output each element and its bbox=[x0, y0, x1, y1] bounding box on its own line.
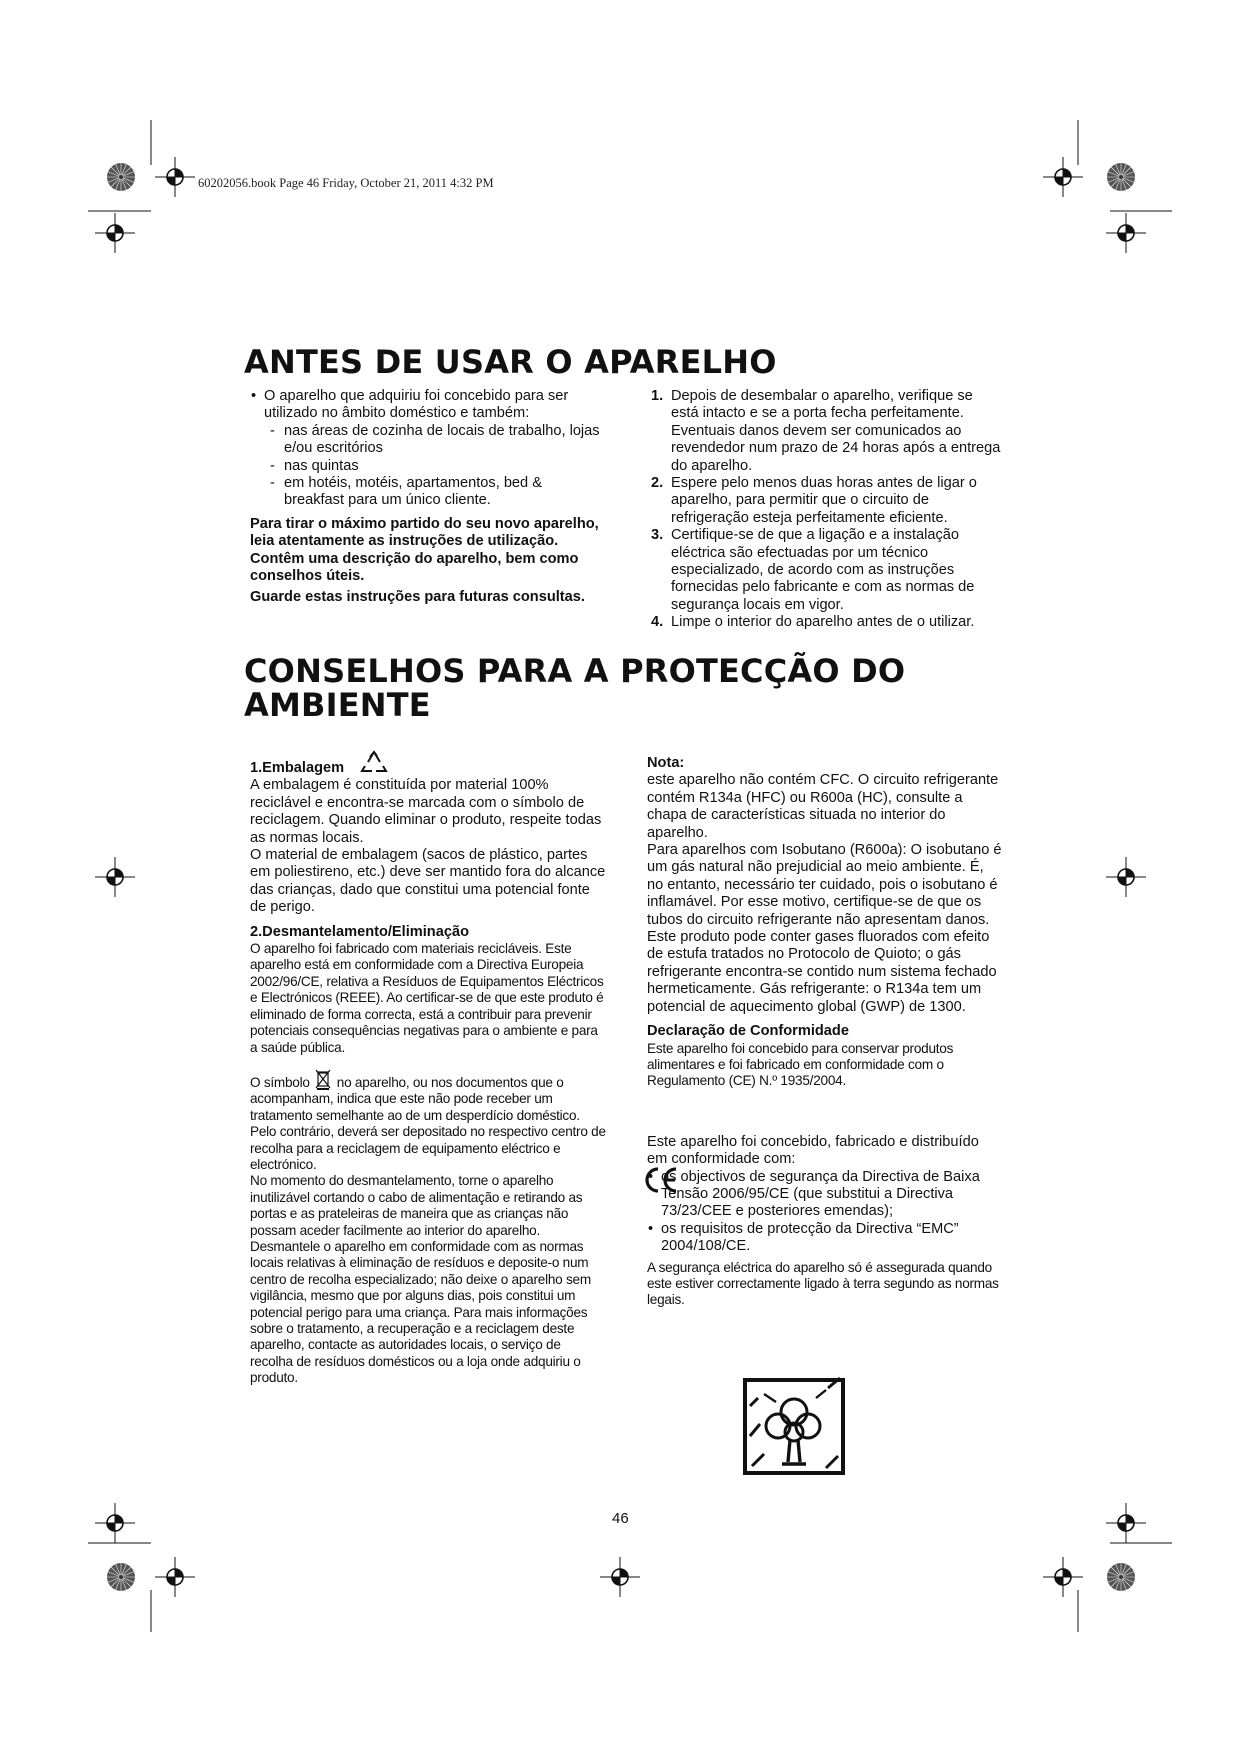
embalagem-heading bbox=[250, 750, 606, 777]
registration-mark-bottom-left bbox=[95, 1503, 135, 1543]
registration-mark-mid-left bbox=[95, 857, 135, 897]
step-item bbox=[651, 527, 1003, 614]
step-text: Depois de desembalar o aparelho, verifique se está intacto e se a porta fecha perfeitamente. Eventuais danos devem ser comunicados ao revendedor num prazo de 24 horas após a entrega do aparelho. bbox=[671, 388, 1001, 474]
page-number: 46 bbox=[612, 1510, 629, 1527]
ce-spacer bbox=[647, 1090, 1003, 1134]
registration-mark-top-left bbox=[155, 157, 195, 197]
step-item bbox=[651, 475, 1003, 527]
section2-left-column bbox=[250, 750, 606, 1387]
declaracao-bullet: • os objectivos de segurança da Directiva de Baixa Tensão 2006/95/CE (que substitui a Directiva 73/23/CEE e posteriores emendas); bbox=[647, 1169, 1003, 1221]
crossed-bin-icon bbox=[315, 1068, 331, 1090]
starburst-mark-top-left bbox=[106, 162, 136, 192]
step-number: 1. bbox=[651, 388, 664, 404]
intro-bullet-text: O aparelho que adquiriu foi concebido para ser utilizado no âmbito doméstico e também: bbox=[264, 388, 569, 422]
declaracao-paragraph-3: A segurança eléctrica do aparelho só é assegurada quando este estiver correctamente ligado à terra segundo as normas legais. bbox=[647, 1259, 999, 1308]
registration-mark-mid-right bbox=[1106, 857, 1146, 897]
simbolo-text-after: no aparelho, ou nos documentos que o acompanham, indica que este não pode receber um tratamento semelhante ao de um desperdício doméstico. Pelo contrário, deverá ser depositado no respectivo centro de recolha para a reciclagem de equipamento eléctrico e electrónico. bbox=[250, 1074, 606, 1172]
desmantelamento-paragraph-1: O aparelho foi fabricado com materiais recicláveis. Este aparelho está em conformidade com a Directiva Europeia 2002/96/CE, relativa a Resíduos de Equipamentos Eléctricos e Electrónicos (REEE). Ao certificar-se de que este produto é eliminado de forma correcta, está a contribuir para prevenir potenciais consequências negativas para o ambiente e para a saúde pública. bbox=[250, 941, 604, 1055]
section1-right-column bbox=[651, 388, 1003, 632]
tree-logo-icon bbox=[742, 1376, 848, 1478]
nota-heading: Nota: bbox=[647, 755, 685, 771]
section-title-conselhos bbox=[244, 654, 905, 722]
declaracao-paragraph-1: Este aparelho foi concebido para conservar produtos alimentares e foi fabricado em conformidade com o Regulamento (CE) N.º 1935/2004. bbox=[647, 1040, 954, 1089]
step-number: 3. bbox=[651, 527, 664, 544]
registration-mark-bottom-right bbox=[1043, 1557, 1083, 1597]
section2-right-column bbox=[647, 755, 1003, 1309]
dash-item: - nas áreas de cozinha de locais de trabalho, lojas e/ou escritórios bbox=[268, 423, 604, 458]
starburst-mark-bottom-right bbox=[1106, 1562, 1136, 1592]
section-title-antes-de-usar: ANTES DE USAR O APARELHO bbox=[244, 343, 777, 381]
embalagem-heading-text: 1.Embalagem bbox=[250, 760, 345, 776]
dash-item: - nas quintas bbox=[268, 458, 604, 475]
registration-mark-bottom-center bbox=[600, 1557, 640, 1597]
environment-tree-logo bbox=[742, 1376, 848, 1483]
section-title-line1: CONSELHOS PARA A PROTECÇÃO DO bbox=[244, 652, 906, 690]
step-number: 2. bbox=[651, 475, 664, 492]
recycle-icon bbox=[360, 750, 388, 774]
print-header: 60202056.book Page 46 Friday, October 21, 2011 4:32 PM bbox=[198, 176, 494, 190]
dash-item: - em hotéis, motéis, apartamentos, bed & breakfast para um único cliente. bbox=[268, 475, 604, 510]
starburst-mark-bottom-left bbox=[106, 1562, 136, 1592]
embalagem-paragraph-1: A embalagem é constituída por material 100% reciclável e encontra-se marcada com o símbolo de reciclagem. Quando eliminar o produto, respeite todas as normas locais. bbox=[250, 777, 602, 846]
step-text: Limpe o interior do aparelho antes de o utilizar. bbox=[671, 614, 975, 631]
registration-mark-top-left-2 bbox=[95, 213, 135, 253]
declaracao-heading: Declaração de Conformidade bbox=[647, 1023, 849, 1040]
ce-mark-glyph bbox=[644, 1166, 680, 1194]
intro-bullet bbox=[250, 388, 604, 423]
step-item bbox=[651, 614, 1003, 631]
desmantelamento-heading: 2.Desmantelamento/Eliminação bbox=[250, 923, 469, 940]
registration-mark-top-right bbox=[1043, 157, 1083, 197]
simbolo-text-before: O símbolo bbox=[250, 1074, 310, 1090]
declaracao-paragraph-2: Este aparelho foi concebido, fabricado e distribuído em conformidade com: bbox=[647, 1133, 979, 1168]
bold-keep-instructions: Guarde estas instruções para futuras consultas. bbox=[250, 589, 585, 606]
nota-paragraph-2: Para aparelhos com Isobutano (R600a): O isobutano é um gás natural não prejudicial ao meio ambiente. É, no entanto, necessário ter cuidado, pois o isobutano é inflamável. Por esse motivo, certifique-se de que os tubos do circuito refrigerante não apresentam danos. bbox=[647, 842, 1002, 928]
starburst-mark-top-right bbox=[1106, 162, 1136, 192]
registration-mark-bottom-left-2 bbox=[155, 1557, 195, 1597]
desmantelamento-paragraph-3: No momento do desmantelamento, torne o aparelho inutilizável cortando o cabo de alimentação e retirando as portas e as prateleiras de maneira que as crianças não possam aceder facilmente ao interior do aparelho. Desmantele o aparelho em conformidade com as normas locais relativas à eliminação de resíduos e deposite-o num centro de recolha especializado; não deixe o aparelho sem vigilância, mesmo que por alguns dias, pois constitui um potencial perigo para uma criança. Para mais informações sobre o tratamento, a recuperação e a reciclagem deste aparelho, contacte as autoridades locais, o serviço de recolha de resíduos domésticos ou a loja onde adquiriu o produto. bbox=[250, 1173, 591, 1386]
ce-mark-icon bbox=[644, 1166, 680, 1199]
nota-paragraph-3: Este produto pode conter gases fluorados com efeito de estufa tratados no Protocolo de Quioto; o gás refrigerante encontra-se contido num sistema fechado hermeticamente. Gás refrigerante: o R134a tem um potencial de aquecimento global (GWP) de 1300. bbox=[647, 929, 997, 1015]
simbolo-paragraph bbox=[250, 1068, 606, 1173]
declaracao-bullet: • os requisitos de protecção da Directiva “EMC” 2004/108/CE. bbox=[647, 1221, 1003, 1256]
section1-left-column bbox=[250, 388, 604, 607]
step-number: 4. bbox=[651, 614, 664, 631]
nota-paragraph-1: este aparelho não contém CFC. O circuito refrigerante contém R134a (HFC) ou R600a (HC), consulte a chapa de características situada no interior do aparelho. bbox=[647, 772, 999, 841]
registration-mark-top-right-2 bbox=[1106, 213, 1146, 253]
section-title-line2: AMBIENTE bbox=[244, 686, 431, 724]
bold-instruction-paragraph: Para tirar o máximo partido do seu novo aparelho, leia atentamente as instruções de utilização. Contêm uma descrição do aparelho, bem como conselhos úteis. bbox=[250, 515, 599, 585]
step-text: Espere pelo menos duas horas antes de ligar o aparelho, para permitir que o circuito de refrigeração esteja perfeitamente eficiente. bbox=[671, 475, 977, 526]
registration-mark-bottom-right-2 bbox=[1106, 1503, 1146, 1543]
embalagem-paragraph-2: O material de embalagem (sacos de plástico, partes em poliestireno, etc.) deve ser mantido fora do alcance das crianças, dado que constitui uma potencial fonte de perigo. bbox=[250, 847, 606, 916]
step-text: Certifique-se de que a ligação e a instalação eléctrica são efectuadas por um técnico especializado, de acordo com as instruções fornecidas pelo fabricante e com as normas de segurança locais em vigor. bbox=[671, 527, 975, 613]
step-item bbox=[651, 388, 1003, 475]
